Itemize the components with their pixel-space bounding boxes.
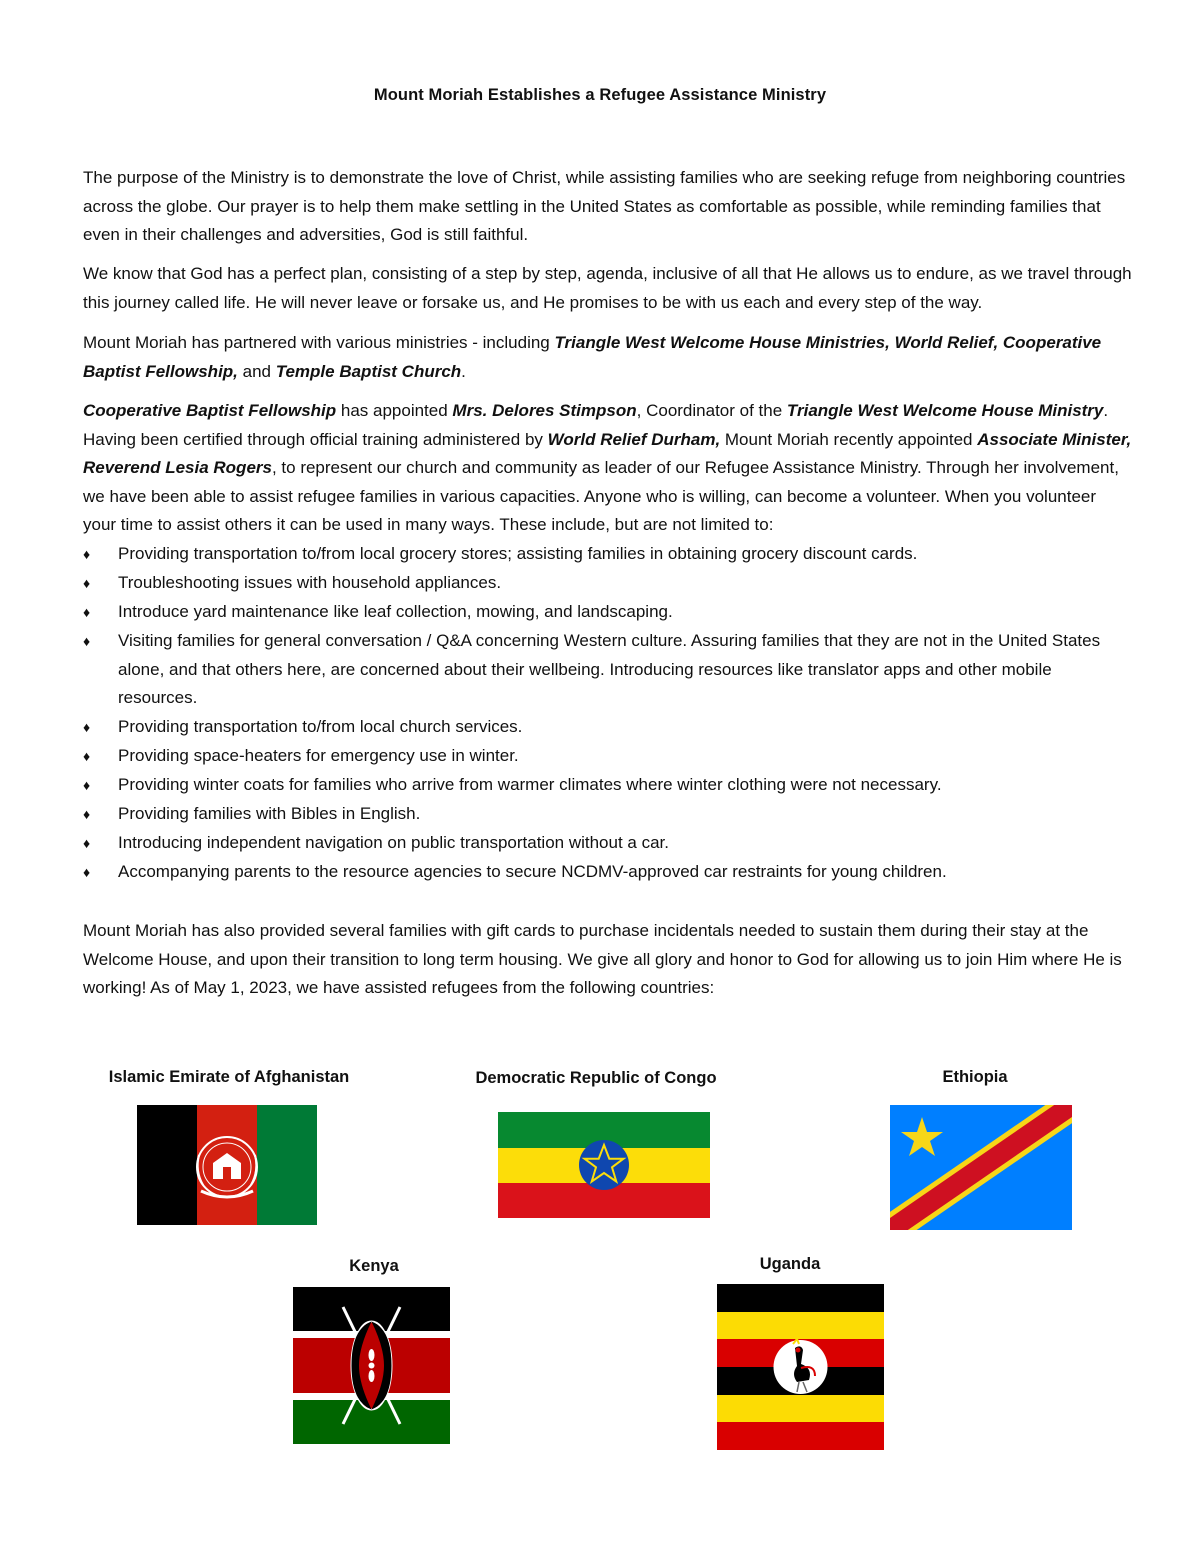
person-lesia-rogers: Associate Minister, Reverend Lesia Rogers: [83, 429, 1132, 477]
org-cbf: Cooperative Baptist Fellowship: [83, 401, 337, 420]
bullet-diamond-icon: ♦: [83, 806, 91, 822]
partner-temple-baptist: Temple Baptist Church: [275, 361, 462, 381]
ethiopia-flag: [498, 1112, 710, 1218]
paragraph-partners: [83, 329, 1133, 386]
bullet-diamond-icon: ♦: [83, 835, 91, 851]
paragraph-gods-plan-text: We know that God has a perfect plan, consisting of a step by step, agenda, inclusive of all that He allows us to endure, as we travel through this journey called life. He will never leave or forsake us, and He promises to be with us each and every step of the way.: [83, 264, 1132, 312]
bullet-diamond-icon: ♦: [83, 633, 91, 649]
list-item: [83, 598, 1133, 627]
bullet-diamond-icon: ♦: [83, 777, 91, 793]
paragraph-gift-cards-text: Mount Moriah has also provided several families with gift cards to purchase incidentals needed to sustain them during their stay at the Welcome House, and upon their transition to long term housing. We give all glory and honor to God for allowing us to join Him where He is working! As of May 1, 2023, we have assisted refugees from the following countries:: [83, 921, 1122, 997]
appointments-text-5: , to represent our church and community as leader of our Refugee Assistance Ministry. Through her involvement, we have been able to assist refugee families in various capacities. Anyone who is willing, can become a volunteer. When you volunteer your time to assist others it can be used in many ways. These include, but are not limited to:: [83, 458, 1119, 534]
list-item: [83, 742, 1133, 771]
paragraph-purpose: [83, 164, 1133, 250]
bullet-diamond-icon: ♦: [83, 719, 91, 735]
person-delores-stimpson: Mrs. Delores Stimpson: [452, 401, 637, 420]
document-title: Mount Moriah Establishes a Refugee Assistance Ministry: [373, 86, 827, 104]
org-triangle-west: Triangle West Welcome House Ministry: [786, 401, 1104, 420]
uganda-band-2: [717, 1312, 884, 1339]
list-item-text: Accompanying parents to the resource agencies to secure NCDMV-approved car restraints for young children.: [118, 862, 947, 881]
paragraph-purpose-text: The purpose of the Ministry is to demonstrate the love of Christ, while assisting families who are seeking refuge from neighboring countries across the globe. Our prayer is to help them make settling in the United States as comfortable as possible, while reminding families that even in their challenges and adversities, God is still faithful.: [83, 168, 1126, 244]
list-item-text: Providing transportation to/from local church services.: [118, 717, 523, 736]
bullet-diamond-icon: ♦: [83, 604, 91, 620]
kenya-shield-icon: [352, 1322, 392, 1410]
appointments-text-2: , Coordinator of the: [636, 401, 787, 420]
afghanistan-flag: [137, 1105, 317, 1225]
partners-list: Triangle West Welcome House Ministries, World Relief, Cooperative Baptist Fellowship,: [83, 333, 1102, 381]
bullet-diamond-icon: ♦: [83, 546, 91, 562]
list-item-text: Introducing independent navigation on public transportation without a car.: [118, 833, 669, 852]
list-item: [83, 540, 1133, 569]
list-item: [83, 829, 1133, 858]
bullet-diamond-icon: ♦: [83, 748, 91, 764]
volunteer-tasks-list: [83, 540, 1133, 887]
list-item-text: Providing families with Bibles in English.: [118, 804, 421, 823]
uganda-band-1: [717, 1284, 884, 1312]
uganda-flag: [717, 1284, 884, 1450]
kenya-flag: [293, 1287, 450, 1444]
bullet-diamond-icon: ♦: [83, 575, 91, 591]
label-afghanistan: Islamic Emirate of Afghanistan: [108, 1068, 350, 1086]
list-item-text: Troubleshooting issues with household appliances.: [118, 573, 502, 592]
label-uganda: Uganda: [759, 1255, 821, 1273]
list-item-text: Visiting families for general conversation / Q&A concerning Western culture. Assuring families that they are not in the United States alone, and that others here, are concerned about their wellbeing. Introducing resources like translator apps and other mobile resources.: [118, 631, 1101, 707]
list-item: [83, 858, 1133, 887]
appointments-text-1: has appointed: [336, 401, 453, 420]
partners-text-2: and: [237, 361, 276, 381]
org-world-relief-durham: World Relief Durham,: [547, 429, 721, 449]
uganda-band-6: [717, 1422, 884, 1450]
label-ethiopia: Ethiopia: [942, 1068, 1008, 1086]
paragraph-gods-plan: [83, 260, 1133, 317]
paragraph-appointments: [83, 397, 1133, 540]
list-item: [83, 771, 1133, 800]
list-item: [83, 627, 1133, 713]
list-item-text: Providing space-heaters for emergency use in winter.: [118, 746, 519, 765]
list-item: [83, 800, 1133, 829]
bullet-diamond-icon: ♦: [83, 864, 91, 880]
partners-text-3: .: [461, 361, 466, 381]
label-congo: Democratic Republic of Congo: [475, 1069, 717, 1087]
label-kenya: Kenya: [349, 1257, 399, 1275]
list-item: [83, 713, 1133, 742]
appointments-text-4: Mount Moriah recently appointed: [720, 429, 978, 449]
drc-flag: [890, 1105, 1072, 1230]
uganda-band-5: [717, 1395, 884, 1422]
partners-text-1: Mount Moriah has partnered with various ministries - including: [83, 333, 555, 352]
list-item-text: Introduce yard maintenance like leaf collection, mowing, and landscaping.: [118, 602, 673, 621]
appointments-text-3: . Having been certified through official training administered by: [83, 401, 1109, 449]
afghan-black-band: [137, 1105, 197, 1225]
list-item-text: Providing transportation to/from local grocery stores; assisting families in obtaining grocery discount cards.: [118, 544, 918, 563]
list-item: [83, 569, 1133, 598]
afghan-green-band: [257, 1105, 317, 1225]
list-item-text: Providing winter coats for families who arrive from warmer climates where winter clothing were not necessary.: [118, 775, 942, 794]
paragraph-gift-cards: [83, 917, 1133, 1003]
